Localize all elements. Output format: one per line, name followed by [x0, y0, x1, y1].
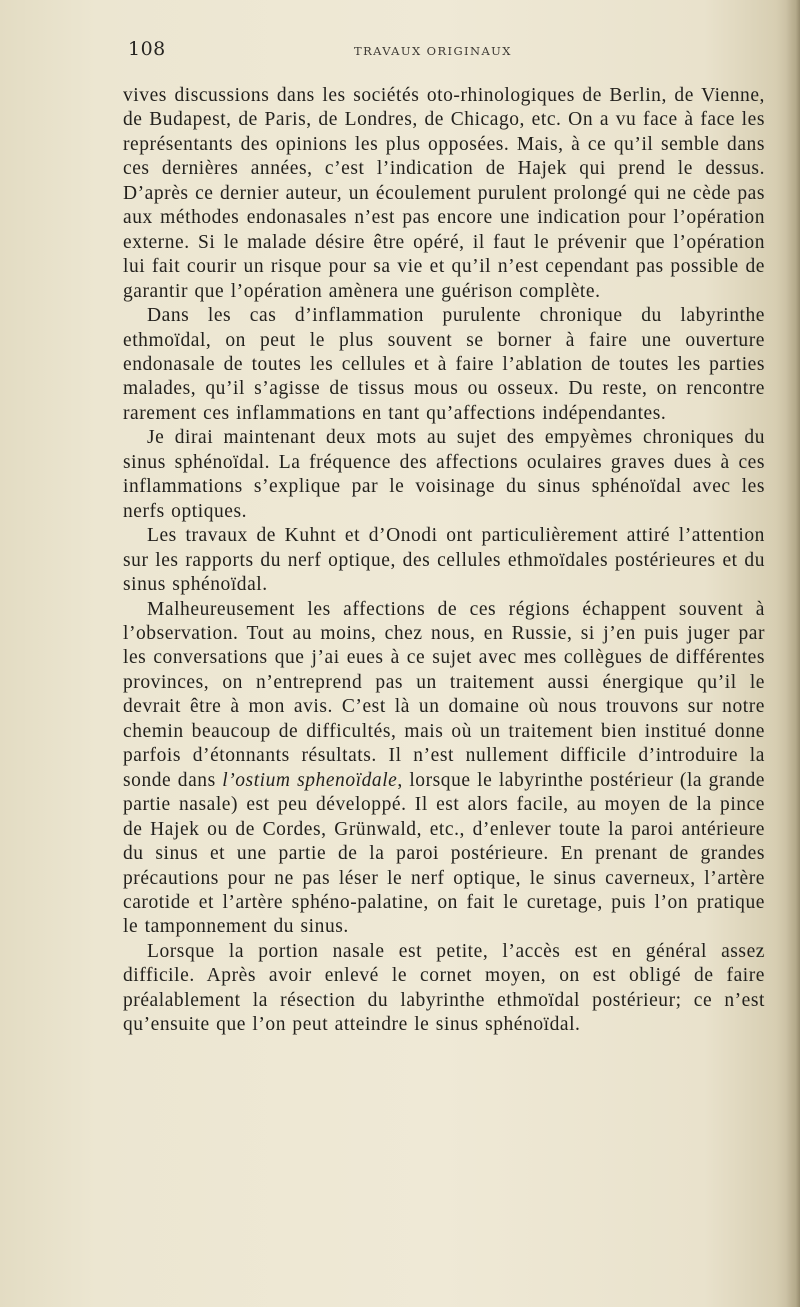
- paragraph: [123, 304, 765, 426]
- page-number: 108: [128, 38, 166, 60]
- paragraph-text: Les travaux de Kuhnt et d’Onodi ont particulièrement attiré l’attention sur les rapports du nerf optique, des cellules ethmoïdales postérieures et du sinus sphénoïdal.: [123, 525, 765, 596]
- page-edge-shadow: [786, 0, 800, 1307]
- paragraph: [123, 940, 765, 1038]
- paragraph-text: Dans les cas d’inflammation purulente chronique du labyrinthe ethmoïdal, on peut le plus souvent se borner à faire une ouverture endonasale de toutes les cellules et à faire l’ablation de toutes les parties malades, qu’il s’agisse de tissus mous ou osseux. Du reste, on rencontre rarement ces inflammations en tant qu’affections indépendantes.: [123, 305, 765, 424]
- italic-term: l’ostium sphenoïdale: [222, 769, 398, 791]
- running-head: TRAVAUX ORIGINAUX: [354, 44, 512, 58]
- paragraph: [123, 426, 765, 524]
- paragraph-text: Lorsque la portion nasale est petite, l’accès est en général assez difficile. Après avoir enlevé le cornet moyen, on est obligé de faire préalablement la résection du labyrinthe ethmoïdal postérieur; ce n’est qu’ensuite que l’on peut atteindre le sinus sphénoïdal.: [123, 940, 765, 1036]
- paragraph-text: vives discussions dans les sociétés oto-rhinologiques de Berlin, de Vienne, de Budapest, de Paris, de Londres, de Chicago, etc. On a vu face à face les représentants des opinions les plus opposées. Mais, à ce qu’il semble dans ces dernières années, c’est l’indication de Hajek qui prend le dessus. D’après ce dernier auteur, un écoulement purulent prolongé qui ne cède pas aux méthodes endonasales n’est pas encore une indication pour l’opération externe. Si le malade désire être opéré, il faut le prévenir que l’opération lui fait courir un risque pour sa vie et qu’il n’est cependant pas possible de garantir que l’opération amènera une guérison complète.: [123, 85, 765, 302]
- paragraph: [123, 524, 765, 597]
- page-header: [128, 38, 764, 68]
- paragraph: [123, 84, 765, 304]
- paragraph-text: Malheureusement les affections de ces régions échappent souvent à l’observation. Tout au moins, chez nous, en Russie, si j’en puis juger par les conversations que j’ai eues à ce sujet avec mes collègues de différentes provinces, on n’entreprend pas un traitement aussi énergique qu’il le devrait être à mon avis. C’est là un domaine où nous trouvons sur notre chemin beaucoup de difficultés, mais où un traitement bien institué donne parfois d’étonnants résultats. Il n’est nullement difficile d’introduire la sonde dans: [123, 598, 765, 791]
- paragraph-text: Je dirai maintenant deux mots au sujet des empyèmes chroniques du sinus sphénoïdal. La fréquence des affections oculaires graves dues à ces inflammations s’explique par le voisinage du sinus sphénoïdal avec les nerfs optiques.: [123, 427, 765, 522]
- paragraph-text: , lorsque le labyrinthe postérieur (la grande partie nasale) est peu développé. Il est alors facile, au moyen de la pince de Hajek ou de Cordes, Grünwald, etc., d’enlever toute la paroi antérieure du sinus et une partie de la paroi postérieure. En prenant de grandes précautions pour ne pas léser le nerf optique, le sinus caverneux, l’artère carotide et l’artère sphéno-palatine, on fait le curetage, puis l’on pratique le tamponnement du sinus.: [123, 769, 765, 938]
- body-text: [123, 84, 765, 1038]
- paragraph: [123, 598, 765, 940]
